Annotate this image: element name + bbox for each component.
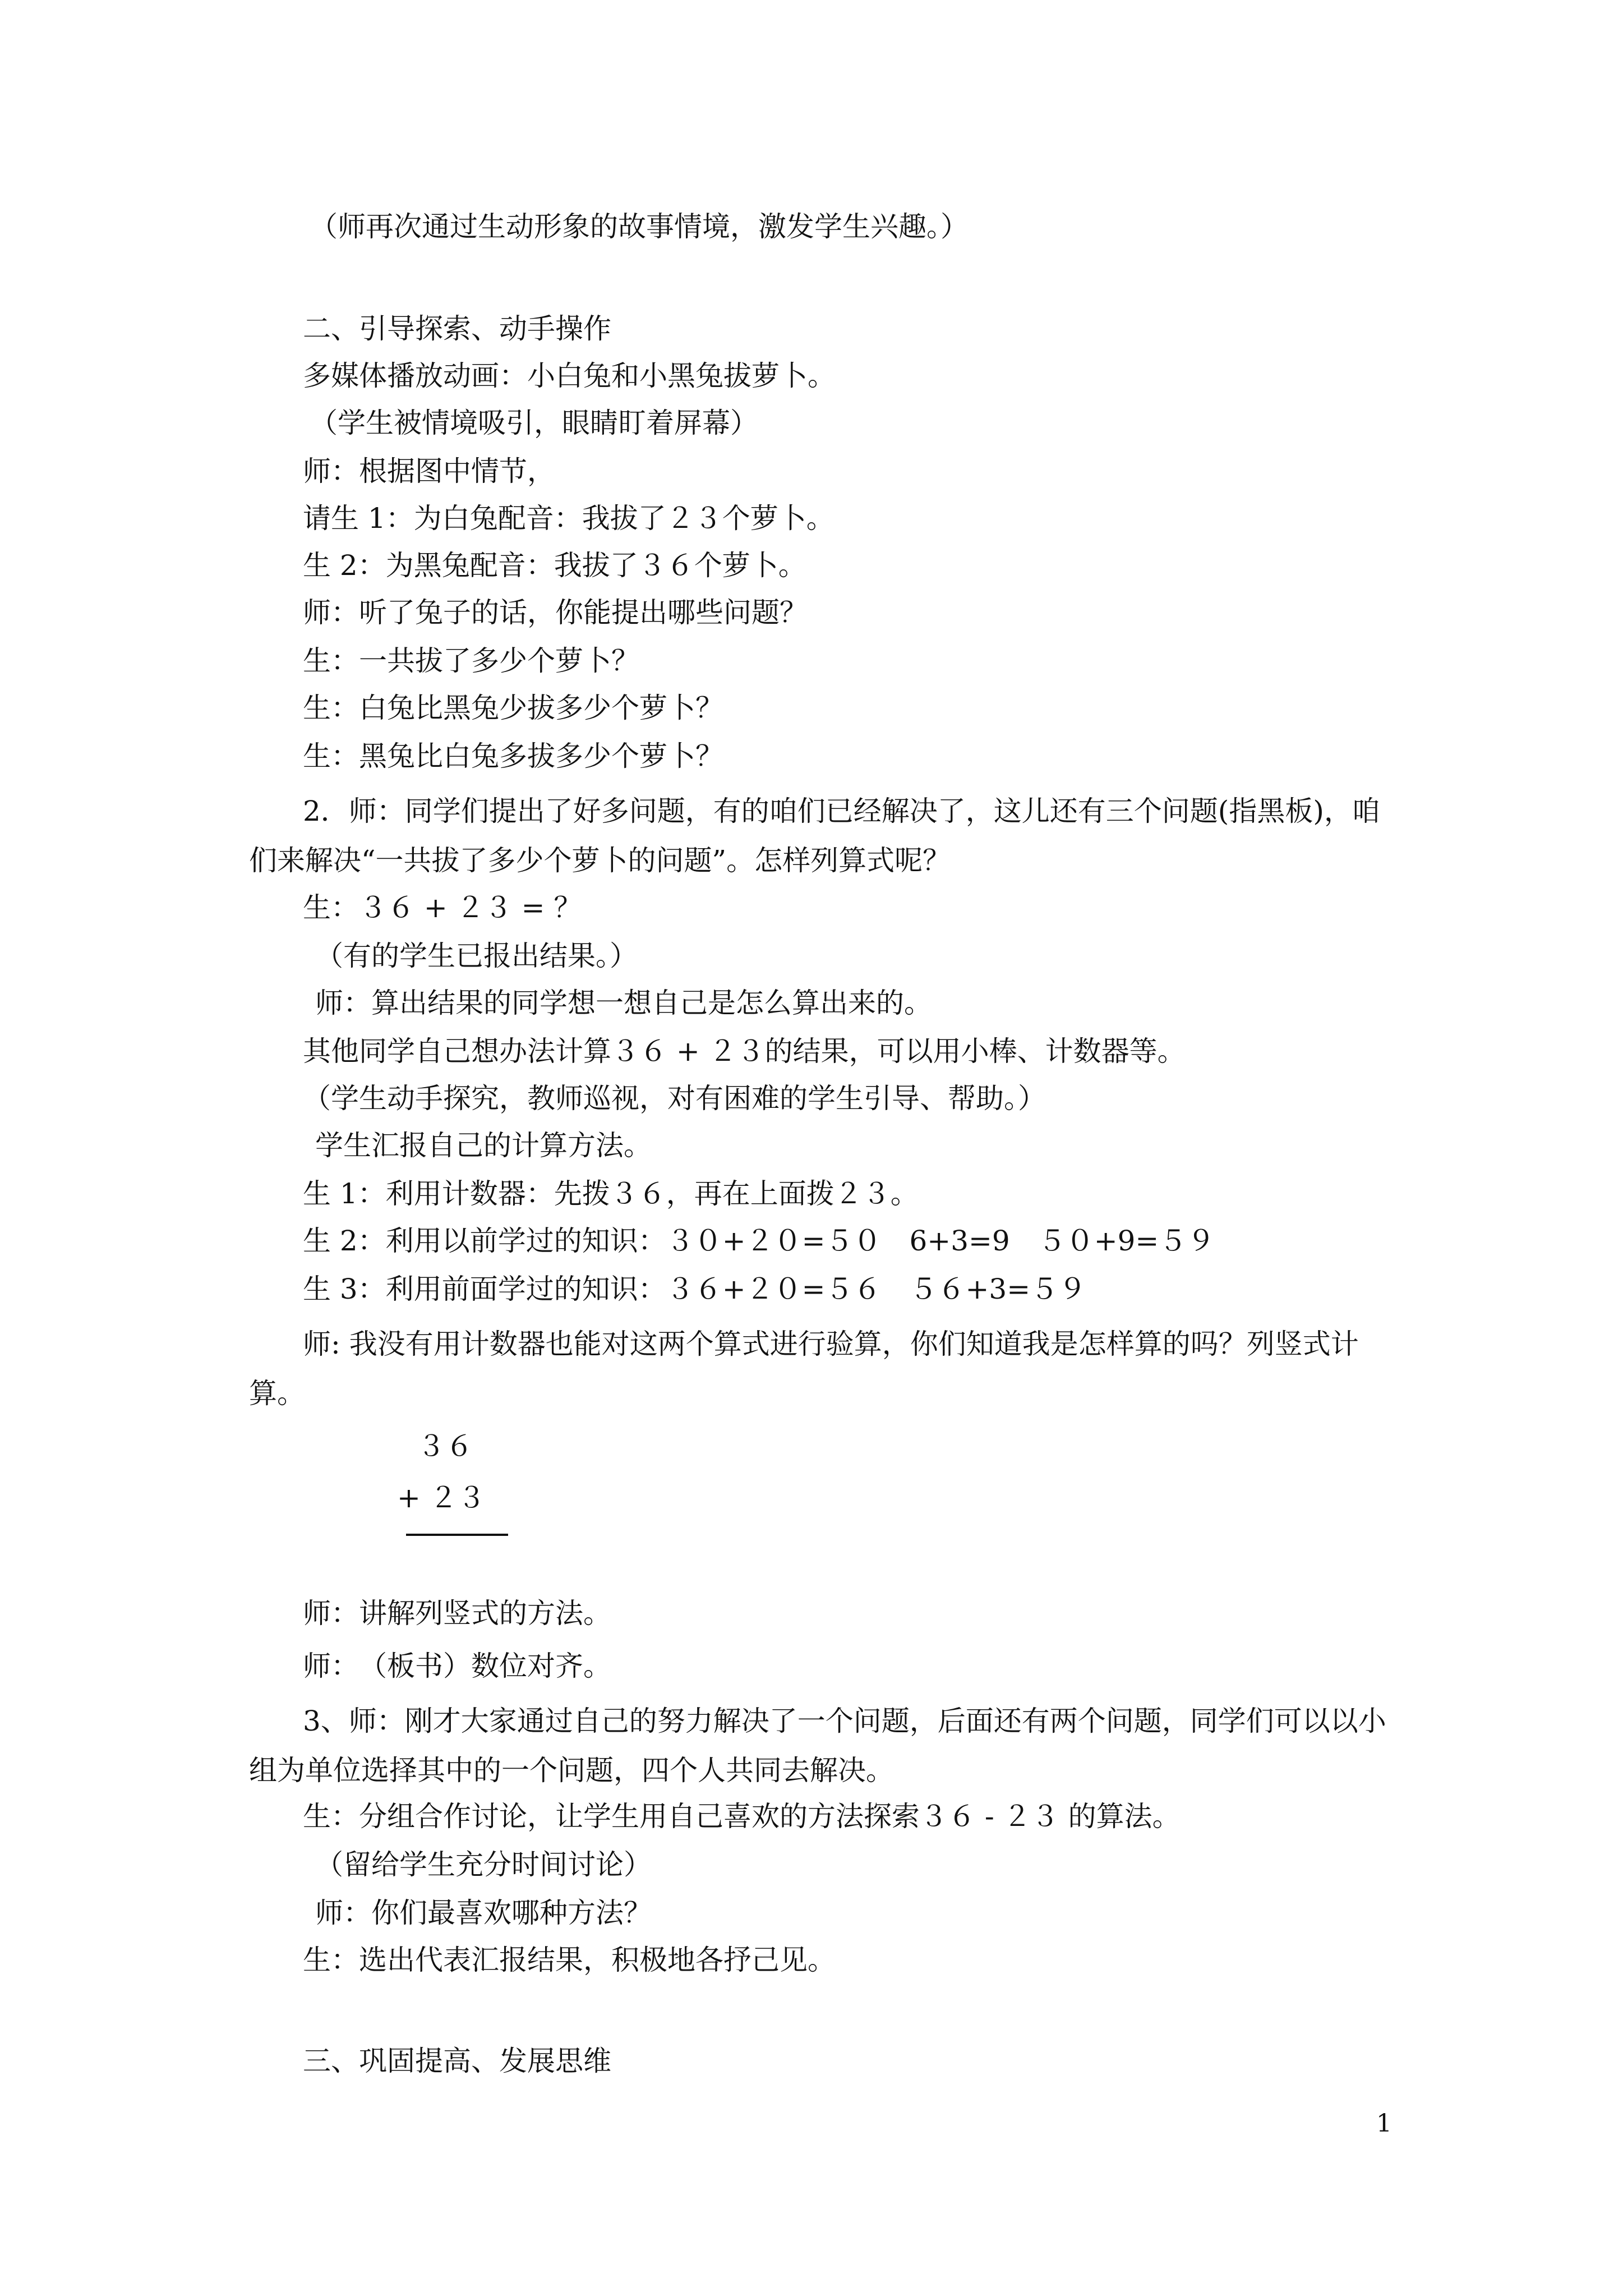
note-line: （学生动手探究，教师巡视，对有困难的学生引导、帮助。） xyxy=(303,1082,1046,1115)
paragraph: 师：你们最喜欢哪种方法？ xyxy=(315,1897,652,1929)
note-line: （师再次通过生动形象的故事情境，激发学生兴趣。） xyxy=(310,210,969,243)
vertical-calc-top: ３６ xyxy=(417,1430,473,1462)
section-heading: 二、引导探索、动手操作 xyxy=(303,312,611,345)
paragraph: 生：分组合作讨论，让学生用自己喜欢的方法探索３６ - ２３ 的算法。 xyxy=(303,1800,1181,1833)
paragraph: 生：一共拔了多少个萝卜？ xyxy=(303,645,639,677)
paragraph: 3、师：刚才大家通过自己的努力解决了一个问题，后面还有两个问题，同学们可以以小组为单位选择其中的一个问题，四个人共同去解决。 xyxy=(249,1705,1386,1787)
paragraph: 师：听了兔子的话，你能提出哪些问题？ xyxy=(303,596,808,629)
note-line: （有的学生已报出结果。） xyxy=(315,940,638,972)
paragraph: 请生 1：为白兔配音：我拔了２３个萝卜。 xyxy=(303,502,834,535)
paragraph: 生 3：利用前面学过的知识：３６+２０=５６ ５６+3=５９ xyxy=(303,1273,1087,1305)
paragraph: 生 2：为黑兔配音：我拔了３６个萝卜。 xyxy=(303,549,806,582)
note-line: （留给学生充分时间讨论） xyxy=(315,1848,652,1881)
vertical-calc-bottom: + ２３ xyxy=(397,1481,486,1514)
paragraph: 师：算出结果的同学想一想自己是怎么算出来的。 xyxy=(315,987,932,1019)
paragraph: 生：黑兔比白兔多拔多少个萝卜？ xyxy=(303,740,723,772)
paragraph: 师：根据图中情节， xyxy=(303,455,555,487)
paragraph: 师： （板书）数位对齐。 xyxy=(303,1650,611,1682)
paragraph: 师: 我没有用计数器也能对这两个算式进行验算，你们知道我是怎样算的吗？列竖式计算。 xyxy=(249,1328,1359,1410)
page-number: 1 xyxy=(1376,2109,1392,2138)
vertical-calc-rule xyxy=(406,1534,508,1536)
paragraph: 多媒体播放动画：小白兔和小黑兔拔萝卜。 xyxy=(303,360,836,392)
paragraph: 生 1：利用计数器：先拨３６，再在上面拨２３。 xyxy=(303,1177,919,1210)
paragraph: 学生汇报自己的计算方法。 xyxy=(315,1129,652,1162)
paragraph: 其他同学自己想办法计算３６ + ２３的结果，可以用小棒、计数器等。 xyxy=(303,1035,1186,1068)
section-heading: 三、巩固提高、发展思维 xyxy=(303,2045,611,2077)
paragraph: 生：白兔比黑兔少拔多少个萝卜？ xyxy=(303,692,723,724)
note-line: （学生被情境吸引，眼睛盯着屏幕） xyxy=(310,407,758,439)
paragraph: 2．师：同学们提出了好多问题，有的咱们已经解决了，这儿还有三个问题(指黑板)，咱们来解决“一共拔了多少个萝卜的问题”。怎样列算式呢？ xyxy=(249,795,1380,877)
paragraph: 生：选出代表汇报结果，积极地各抒己见。 xyxy=(303,1944,836,1976)
paragraph: 生：３６ + ２３ = ？ xyxy=(303,891,582,924)
paragraph: 生 2：利用以前学过的知识：３０+２０=５０ 6+3=9 ５０+9=５９ xyxy=(303,1225,1215,1257)
paragraph: 师：讲解列竖式的方法。 xyxy=(303,1597,611,1630)
